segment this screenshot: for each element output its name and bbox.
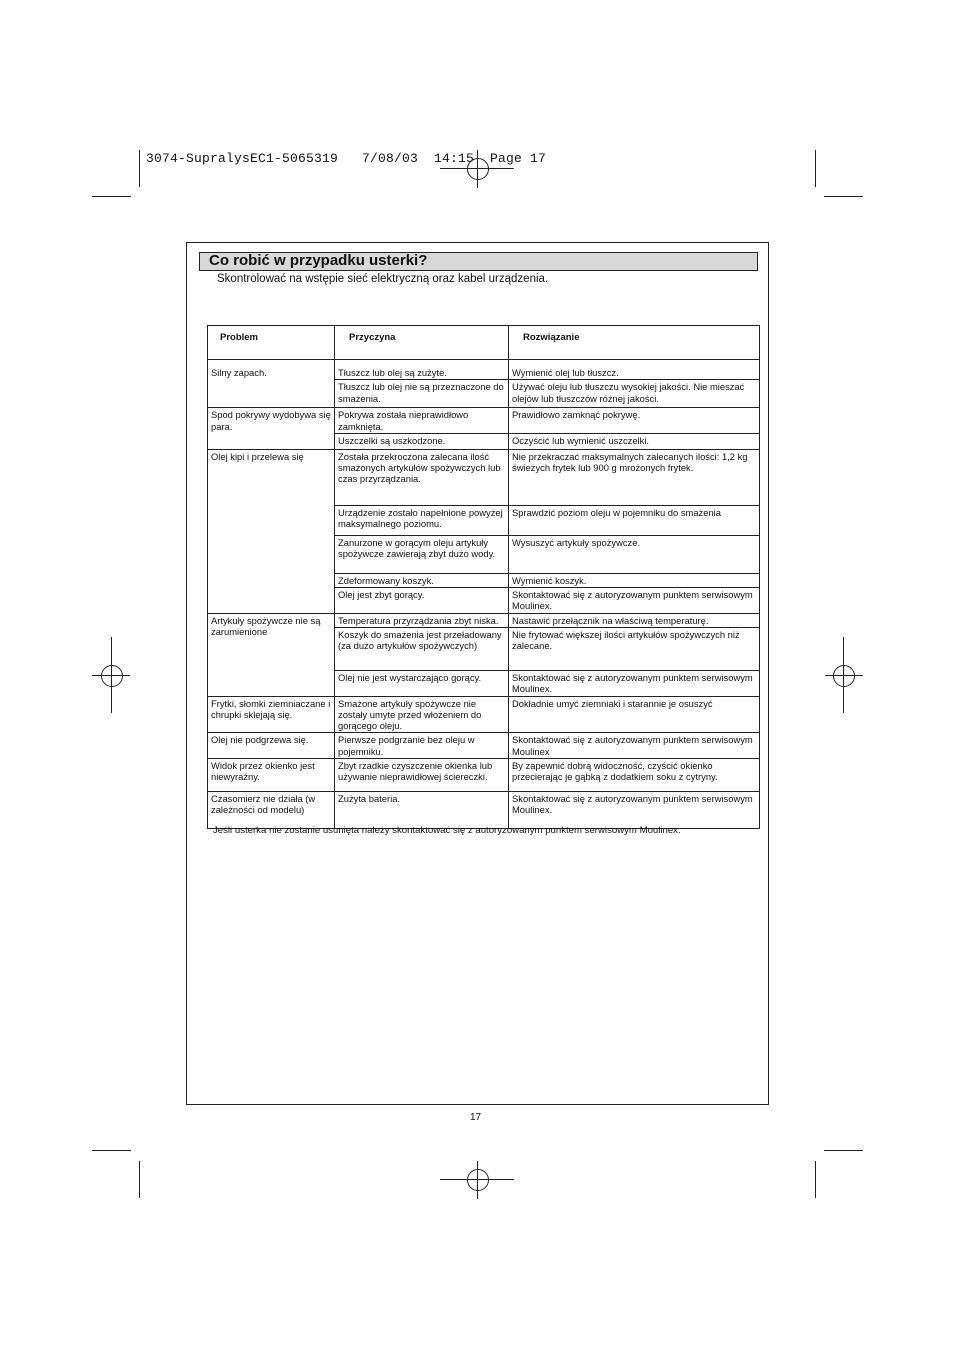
section-title-bar xyxy=(199,252,758,271)
problem-cell: Spod pokrywy wydobywa się para. xyxy=(208,408,335,450)
solution-cell: Prawidłowo zamknąć pokrywę. xyxy=(509,408,760,434)
cause-cell: Olej jest zbyt gorący. xyxy=(335,588,509,614)
header-cause: Przyczyna xyxy=(335,326,509,360)
table-row xyxy=(208,733,760,759)
table-row xyxy=(208,696,760,733)
problem-cell: Frytki, słomki ziemniaczane i chrupki sklejają się. xyxy=(208,696,335,733)
print-slug: 3074-SupralysEC1-5065319 7/08/03 14:15 Page 17 xyxy=(146,151,547,166)
table-row xyxy=(208,360,760,380)
section-title: Co robić w przypadku usterki? xyxy=(209,252,428,269)
troubleshooting-table xyxy=(207,325,760,829)
solution-cell: Używać oleju lub tłuszczu wysokiej jakości. Nie mieszać olejów lub tłuszczów różnej jakości. xyxy=(509,380,760,408)
problem-cell: Widok przez okienko jest niewyraźny. xyxy=(208,758,335,791)
cause-cell: Urządzenie zostało napełnione powyżej maksymalnego poziomu. xyxy=(335,505,509,535)
table-body xyxy=(208,360,760,829)
cause-cell: Olej nie jest wystarczająco gorący. xyxy=(335,670,509,696)
table-row xyxy=(208,791,760,828)
problem-cell: Artykuły spożywcze nie są zarumienione xyxy=(208,613,335,696)
cause-cell: Zużyta bateria. xyxy=(335,791,509,828)
solution-cell: Dokładnie umyć ziemniaki i starannie je osuszyć xyxy=(509,696,760,733)
intro-text: Skontrolować na wstępie sieć elektryczną oraz kabel urządzenia. xyxy=(217,273,549,285)
solution-cell: Skontaktować się z autoryzowanym punktem serwisowym Moulinex. xyxy=(509,670,760,696)
solution-cell: Oczyścić lub wymienić uszczelki. xyxy=(509,433,760,449)
solution-cell: Wysuszyć artykuły spożywcze. xyxy=(509,535,760,573)
cause-cell: Zanurzone w gorącym oleju artykuły spożywcze zawierają zbyt dużo wody. xyxy=(335,535,509,573)
solution-cell: Wymienić olej lub tłuszcz. xyxy=(509,360,760,380)
cause-cell: Pokrywa została nieprawidłowo zamknięta. xyxy=(335,408,509,434)
cause-cell: Zdeformowany koszyk. xyxy=(335,573,509,587)
solution-cell: By zapewnić dobrą widoczność, czyścić okienko przecierając je gąbką z dodatkiem soku z cytryny. xyxy=(509,758,760,791)
table-row xyxy=(208,408,760,434)
cause-cell: Uszczelki są uszkodzone. xyxy=(335,433,509,449)
cause-cell: Temperatura przyrządzania zbyt niska. xyxy=(335,613,509,627)
solution-cell: Nie przekraczać maksymalnych zalecanych ilości: 1,2 kg świeżych frytek lub 900 g mrożonych frytek. xyxy=(509,449,760,505)
problem-cell: Olej nie podgrzewa się. xyxy=(208,733,335,759)
cause-cell: Pierwsze podgrzanie bez oleju w pojemniku. xyxy=(335,733,509,759)
solution-cell: Sprawdzić poziom oleju w pojemniku do smażenia xyxy=(509,505,760,535)
cause-cell: Została przekroczona zalecana ilość smażonych artykułów spożywczych lub czas przyrządzania. xyxy=(335,449,509,505)
table-row xyxy=(208,449,760,505)
table-row xyxy=(208,758,760,791)
table-row xyxy=(208,613,760,627)
cause-cell: Zbyt rzadkie czyszczenie okienka lub używanie nieprawidłowej ściereczki. xyxy=(335,758,509,791)
cause-cell: Koszyk do smażenia jest przeładowany (za dużo artykułów spożywczych) xyxy=(335,627,509,670)
cause-cell: Tłuszcz lub olej nie są przeznaczone do smażenia. xyxy=(335,380,509,408)
problem-cell: Olej kipi i przelewa się xyxy=(208,449,335,613)
solution-cell: Skontaktować się z autoryzowanym punktem serwisowym Moulinex. xyxy=(509,588,760,614)
table-header-row xyxy=(208,326,760,360)
solution-cell: Nastawić przełącznik na właściwą temperaturę. xyxy=(509,613,760,627)
header-solution: Rozwiązanie xyxy=(509,326,760,360)
solution-cell: Skontaktować się z autoryzowanym punktem serwisowym Moulinex. xyxy=(509,791,760,828)
problem-cell: Czasomierz nie działa (w zależności od modelu) xyxy=(208,791,335,828)
cause-cell: Tłuszcz lub olej są zużyte. xyxy=(335,360,509,380)
solution-cell: Nie frytować większej ilości artykułów spożywczych niż zalecane. xyxy=(509,627,760,670)
solution-cell: Skontaktować się z autoryzowanym punktem serwisowym Moulinex xyxy=(509,733,760,759)
cause-cell: Smażone artykuły spożywcze nie zostały umyte przed włożeniem do gorącego oleju. xyxy=(335,696,509,733)
page-number: 17 xyxy=(470,1112,482,1123)
solution-cell: Wymienić koszyk. xyxy=(509,573,760,587)
footer-note: Jeśli usterka nie zostanie usunięta należy skontaktować się z autoryzowanym punktem serwisowym Moulinex. xyxy=(213,825,681,836)
header-problem: Problem xyxy=(208,326,335,360)
problem-cell: Silny zapach. xyxy=(208,360,335,408)
